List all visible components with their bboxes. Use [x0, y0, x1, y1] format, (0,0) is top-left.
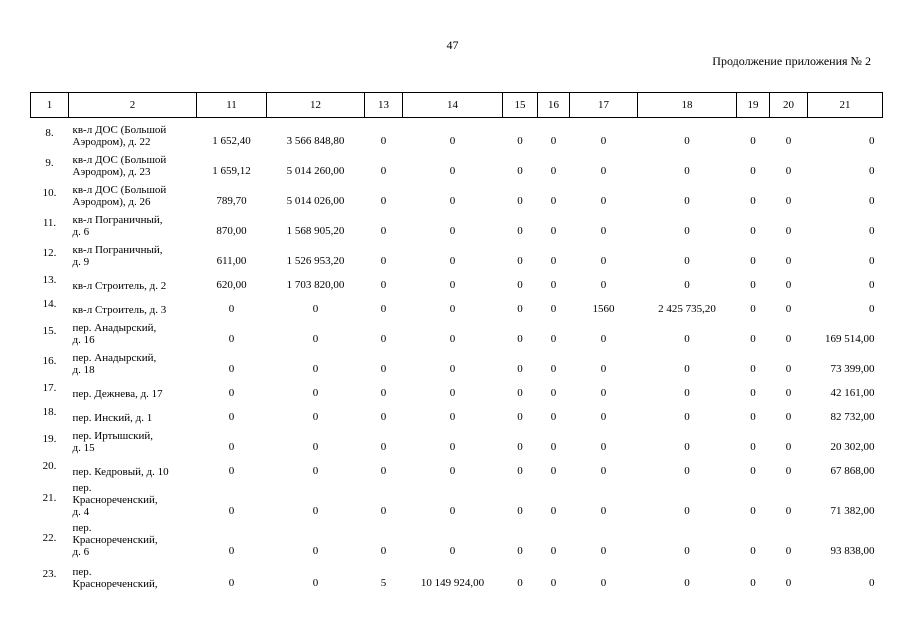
value-cell-11: 0	[228, 464, 235, 477]
address-line: Аэродром), д. 26	[72, 195, 151, 208]
address-line: кв-л ДОС (Большой	[72, 183, 167, 196]
value-cell-15: 0	[517, 464, 523, 477]
value-cell-16: 0	[550, 410, 557, 423]
row-number: 22.	[42, 531, 57, 544]
value-cell-17: 0	[600, 254, 607, 267]
value-cell-18: 0	[684, 362, 690, 375]
address-line: Краснореченский,	[72, 533, 158, 546]
address-line: пер. Анадырский,	[72, 351, 157, 364]
address-line: пер. Инский, д. 1	[72, 411, 153, 424]
value-cell-19: 0	[750, 386, 756, 399]
address-line: Аэродром), д. 22	[72, 135, 151, 148]
value-cell-14: 0	[449, 302, 456, 315]
value-cell-13: 0	[380, 410, 387, 423]
header-row	[31, 93, 883, 118]
value-cell-18: 0	[684, 254, 690, 267]
address-line: д. 16	[72, 333, 95, 346]
value-cell-18: 0	[684, 164, 690, 177]
value-cell-11: 0	[228, 386, 235, 399]
value-cell-12: 3 566 848,80	[286, 134, 345, 147]
value-cell-17: 0	[600, 164, 607, 177]
value-cell-17: 0	[600, 224, 607, 237]
value-cell-17: 1560	[592, 302, 615, 315]
address-cell	[69, 238, 197, 268]
value-cell-14: 0	[449, 410, 456, 423]
column-header: 20	[770, 93, 808, 118]
value-cell-18: 0	[684, 544, 690, 557]
row-number: 11.	[42, 216, 57, 229]
value-cell-11: 870,00	[216, 224, 247, 237]
address-line: Краснореченский,	[72, 493, 158, 506]
value-cell-20: 0	[785, 504, 792, 517]
value-cell-18: 0	[684, 410, 690, 423]
table-row	[31, 316, 883, 346]
value-cell-20: 0	[785, 440, 792, 453]
value-cell-19: 0	[750, 464, 756, 477]
value-cell-12: 0	[312, 386, 319, 399]
row-number: 14.	[42, 297, 57, 310]
value-cell-18: 0	[684, 332, 690, 345]
row-number: 16.	[42, 354, 57, 367]
value-cell-11: 620,00	[216, 278, 247, 291]
value-cell-14: 0	[449, 278, 456, 291]
column-header: 12	[267, 93, 365, 118]
value-cell-19: 0	[750, 224, 756, 237]
value-cell-21: 0	[869, 302, 875, 315]
value-cell-12: 0	[312, 576, 319, 589]
column-header: 21	[808, 93, 883, 118]
value-cell-15: 0	[517, 544, 523, 557]
value-cell-11: 789,70	[216, 194, 247, 207]
value-cell-20: 0	[785, 164, 792, 177]
address-line: кв-л Пограничный,	[72, 213, 163, 226]
value-cell-19: 0	[750, 362, 756, 375]
value-cell-11: 1 659,12	[212, 164, 251, 177]
address-line: кв-л Строитель, д. 2	[72, 279, 167, 292]
address-line: пер. Дежнева, д. 17	[72, 387, 163, 400]
value-cell-21: 67 868,00	[830, 464, 875, 477]
address-cell	[69, 478, 197, 518]
address-cell	[69, 178, 197, 208]
value-cell-12: 5 014 260,00	[286, 164, 345, 177]
table-row	[31, 178, 883, 208]
value-cell-17: 0	[600, 504, 607, 517]
value-cell-15: 0	[517, 164, 523, 177]
value-cell-19: 0	[750, 134, 756, 147]
value-cell-17: 0	[600, 386, 607, 399]
value-cell-21: 93 838,00	[830, 544, 875, 557]
value-cell-16: 0	[550, 504, 557, 517]
value-cell-14: 0	[449, 194, 456, 207]
value-cell-13: 0	[380, 224, 387, 237]
address-cell	[69, 518, 197, 558]
value-cell-21: 169 514,00	[825, 332, 875, 345]
row-number: 18.	[42, 405, 57, 418]
value-cell-12: 0	[312, 410, 319, 423]
value-cell-12: 0	[312, 440, 319, 453]
value-cell-20: 0	[785, 544, 792, 557]
value-cell-17: 0	[600, 134, 607, 147]
value-cell-13: 0	[380, 134, 387, 147]
value-cell-11: 0	[228, 302, 235, 315]
value-cell-12: 0	[312, 362, 319, 375]
value-cell-20: 0	[785, 332, 792, 345]
value-cell-13: 5	[380, 576, 387, 589]
value-cell-21: 0	[869, 278, 875, 291]
row-number: 8.	[45, 126, 54, 139]
address-line: д. 4	[72, 505, 90, 518]
value-cell-19: 0	[750, 410, 756, 423]
table-row	[31, 376, 883, 400]
value-cell-12: 0	[312, 302, 319, 315]
address-line: д. 15	[72, 441, 95, 454]
value-cell-15: 0	[517, 410, 523, 423]
value-cell-11: 0	[228, 410, 235, 423]
value-cell-14: 0	[449, 440, 456, 453]
value-cell-11: 0	[228, 576, 235, 589]
value-cell-13: 0	[380, 194, 387, 207]
value-cell-17: 0	[600, 278, 607, 291]
value-cell-15: 0	[517, 440, 523, 453]
table-row	[31, 518, 883, 558]
column-header: 1	[31, 93, 69, 118]
page-number: 47	[446, 38, 459, 52]
value-cell-16: 0	[550, 134, 557, 147]
value-cell-12: 0	[312, 464, 319, 477]
value-cell-17: 0	[600, 464, 607, 477]
value-cell-14: 0	[449, 386, 456, 399]
table-row	[31, 148, 883, 178]
value-cell-20: 0	[785, 576, 792, 589]
value-cell-15: 0	[517, 302, 523, 315]
value-cell-21: 0	[869, 164, 875, 177]
value-cell-14: 0	[449, 362, 456, 375]
value-cell-20: 0	[785, 410, 792, 423]
value-cell-19: 0	[750, 278, 756, 291]
value-cell-19: 0	[750, 164, 756, 177]
table-row	[31, 346, 883, 376]
address-cell	[69, 316, 197, 346]
value-cell-19: 0	[750, 544, 756, 557]
row-number: 17.	[42, 381, 57, 394]
value-cell-16: 0	[550, 576, 557, 589]
value-cell-15: 0	[517, 386, 523, 399]
value-cell-19: 0	[750, 576, 756, 589]
value-cell-11: 0	[228, 544, 235, 557]
value-cell-21: 0	[869, 224, 875, 237]
value-cell-13: 0	[380, 464, 387, 477]
value-cell-14: 0	[449, 332, 456, 345]
value-cell-11: 0	[228, 440, 235, 453]
continuation-label: Продолжение приложения № 2	[712, 54, 871, 68]
address-cell	[69, 208, 197, 238]
value-cell-19: 0	[750, 332, 756, 345]
row-number: 23.	[42, 567, 57, 580]
value-cell-17: 0	[600, 440, 607, 453]
address-line: пер. Кедровый, д. 10	[72, 465, 169, 478]
value-cell-16: 0	[550, 386, 557, 399]
value-cell-16: 0	[550, 164, 557, 177]
value-cell-21: 0	[869, 576, 875, 589]
address-cell	[69, 148, 197, 178]
value-cell-17: 0	[600, 362, 607, 375]
value-cell-14: 0	[449, 224, 456, 237]
value-cell-17: 0	[600, 410, 607, 423]
value-cell-21: 0	[869, 254, 875, 267]
address-line: пер.	[72, 565, 92, 578]
address-line: кв-л Строитель, д. 3	[72, 303, 167, 316]
table-row	[31, 208, 883, 238]
value-cell-13: 0	[380, 504, 387, 517]
value-cell-11: 0	[228, 332, 235, 345]
value-cell-13: 0	[380, 332, 387, 345]
value-cell-18: 0	[684, 464, 690, 477]
value-cell-13: 0	[380, 164, 387, 177]
value-cell-18: 0	[684, 440, 690, 453]
value-cell-13: 0	[380, 386, 387, 399]
value-cell-13: 0	[380, 278, 387, 291]
table-row	[31, 268, 883, 292]
table-row	[31, 478, 883, 518]
value-cell-12: 1 703 820,00	[286, 278, 345, 291]
value-cell-15: 0	[517, 254, 523, 267]
row-number: 20.	[42, 459, 57, 472]
table-row	[31, 292, 883, 316]
value-cell-17: 0	[600, 576, 607, 589]
value-cell-20: 0	[785, 134, 792, 147]
address-cell	[69, 376, 197, 400]
address-cell	[69, 454, 197, 478]
address-line: пер. Иртышский,	[72, 429, 153, 442]
value-cell-13: 0	[380, 544, 387, 557]
value-cell-20: 0	[785, 464, 792, 477]
value-cell-13: 0	[380, 440, 387, 453]
address-line: кв-л ДОС (Большой	[72, 123, 167, 136]
table-row	[31, 238, 883, 268]
value-cell-18: 0	[684, 504, 690, 517]
column-header: 18	[638, 93, 737, 118]
value-cell-15: 0	[517, 134, 523, 147]
value-cell-15: 0	[517, 504, 523, 517]
value-cell-21: 0	[869, 134, 875, 147]
value-cell-14: 0	[449, 464, 456, 477]
value-cell-16: 0	[550, 332, 557, 345]
column-header: 2	[69, 93, 197, 118]
address-cell	[69, 346, 197, 376]
address-cell	[69, 424, 197, 454]
address-line: д. 6	[72, 545, 90, 558]
value-cell-21: 82 732,00	[830, 410, 875, 423]
value-cell-17: 0	[600, 332, 607, 345]
value-cell-18: 0	[684, 134, 690, 147]
value-cell-11: 611,00	[216, 254, 247, 267]
value-cell-12: 0	[312, 504, 319, 517]
value-cell-11: 0	[228, 504, 235, 517]
address-line: Краснореченский,	[72, 577, 158, 590]
row-number: 9.	[45, 156, 54, 169]
row-number: 10.	[42, 186, 57, 199]
value-cell-16: 0	[550, 254, 557, 267]
address-line: д. 6	[72, 225, 90, 238]
value-cell-15: 0	[517, 194, 523, 207]
column-header: 11	[197, 93, 267, 118]
value-cell-14: 0	[449, 164, 456, 177]
value-cell-15: 0	[517, 224, 523, 237]
value-cell-14: 0	[449, 504, 456, 517]
value-cell-20: 0	[785, 194, 792, 207]
row-number: 12.	[42, 246, 57, 259]
row-number: 21.	[42, 491, 57, 504]
column-header: 15	[503, 93, 538, 118]
value-cell-21: 71 382,00	[830, 504, 875, 517]
address-line: д. 9	[72, 255, 90, 268]
value-cell-18: 0	[684, 576, 690, 589]
column-header: 13	[365, 93, 403, 118]
value-cell-13: 0	[380, 302, 387, 315]
address-cell	[69, 400, 197, 424]
table-row	[31, 424, 883, 454]
value-cell-19: 0	[750, 504, 756, 517]
value-cell-16: 0	[550, 440, 557, 453]
table-row	[31, 558, 883, 590]
value-cell-14: 10 149 924,00	[420, 576, 485, 589]
value-cell-12: 5 014 026,00	[286, 194, 345, 207]
table-row	[31, 400, 883, 424]
value-cell-20: 0	[785, 386, 792, 399]
address-line: кв-л ДОС (Большой	[72, 153, 167, 166]
value-cell-17: 0	[600, 544, 607, 557]
value-cell-15: 0	[517, 576, 523, 589]
value-cell-14: 0	[449, 134, 456, 147]
value-cell-14: 0	[449, 544, 456, 557]
value-cell-20: 0	[785, 362, 792, 375]
value-cell-16: 0	[550, 224, 557, 237]
value-cell-20: 0	[785, 224, 792, 237]
data-table	[30, 92, 883, 590]
table-row	[31, 118, 883, 148]
value-cell-20: 0	[785, 278, 792, 291]
address-line: кв-л Пограничный,	[72, 243, 163, 256]
value-cell-19: 0	[750, 302, 756, 315]
value-cell-12: 1 568 905,20	[286, 224, 345, 237]
column-header: 16	[538, 93, 570, 118]
value-cell-17: 0	[600, 194, 607, 207]
value-cell-19: 0	[750, 440, 756, 453]
table-row	[31, 454, 883, 478]
value-cell-16: 0	[550, 278, 557, 291]
value-cell-20: 0	[785, 302, 792, 315]
address-line: пер. Анадырский,	[72, 321, 157, 334]
value-cell-11: 0	[228, 362, 235, 375]
value-cell-15: 0	[517, 278, 523, 291]
value-cell-18: 0	[684, 194, 690, 207]
address-cell	[69, 558, 197, 590]
column-header: 19	[737, 93, 770, 118]
address-line: Аэродром), д. 23	[72, 165, 151, 178]
value-cell-18: 0	[684, 278, 690, 291]
value-cell-16: 0	[550, 544, 557, 557]
value-cell-16: 0	[550, 302, 557, 315]
row-number: 13.	[42, 273, 57, 286]
address-line: пер.	[72, 521, 92, 534]
address-cell	[69, 118, 197, 148]
value-cell-15: 0	[517, 332, 523, 345]
row-number: 15.	[42, 324, 57, 337]
value-cell-14: 0	[449, 254, 456, 267]
address-cell	[69, 292, 197, 316]
value-cell-21: 42 161,00	[830, 386, 875, 399]
value-cell-18: 2 425 735,20	[658, 302, 716, 315]
value-cell-13: 0	[380, 254, 387, 267]
value-cell-11: 1 652,40	[212, 134, 251, 147]
address-line: пер.	[72, 481, 92, 494]
value-cell-19: 0	[750, 194, 756, 207]
value-cell-19: 0	[750, 254, 756, 267]
value-cell-12: 0	[312, 332, 319, 345]
value-cell-13: 0	[380, 362, 387, 375]
value-cell-15: 0	[517, 362, 523, 375]
address-line: д. 18	[72, 363, 95, 376]
row-number: 19.	[42, 432, 57, 445]
column-header: 14	[403, 93, 503, 118]
value-cell-12: 0	[312, 544, 319, 557]
value-cell-18: 0	[684, 386, 690, 399]
value-cell-16: 0	[550, 362, 557, 375]
value-cell-16: 0	[550, 194, 557, 207]
value-cell-20: 0	[785, 254, 792, 267]
value-cell-21: 20 302,00	[830, 440, 875, 453]
value-cell-12: 1 526 953,20	[286, 254, 345, 267]
address-cell	[69, 268, 197, 292]
value-cell-16: 0	[550, 464, 557, 477]
column-header: 17	[570, 93, 638, 118]
value-cell-18: 0	[684, 224, 690, 237]
value-cell-21: 0	[869, 194, 875, 207]
value-cell-21: 73 399,00	[830, 362, 875, 375]
